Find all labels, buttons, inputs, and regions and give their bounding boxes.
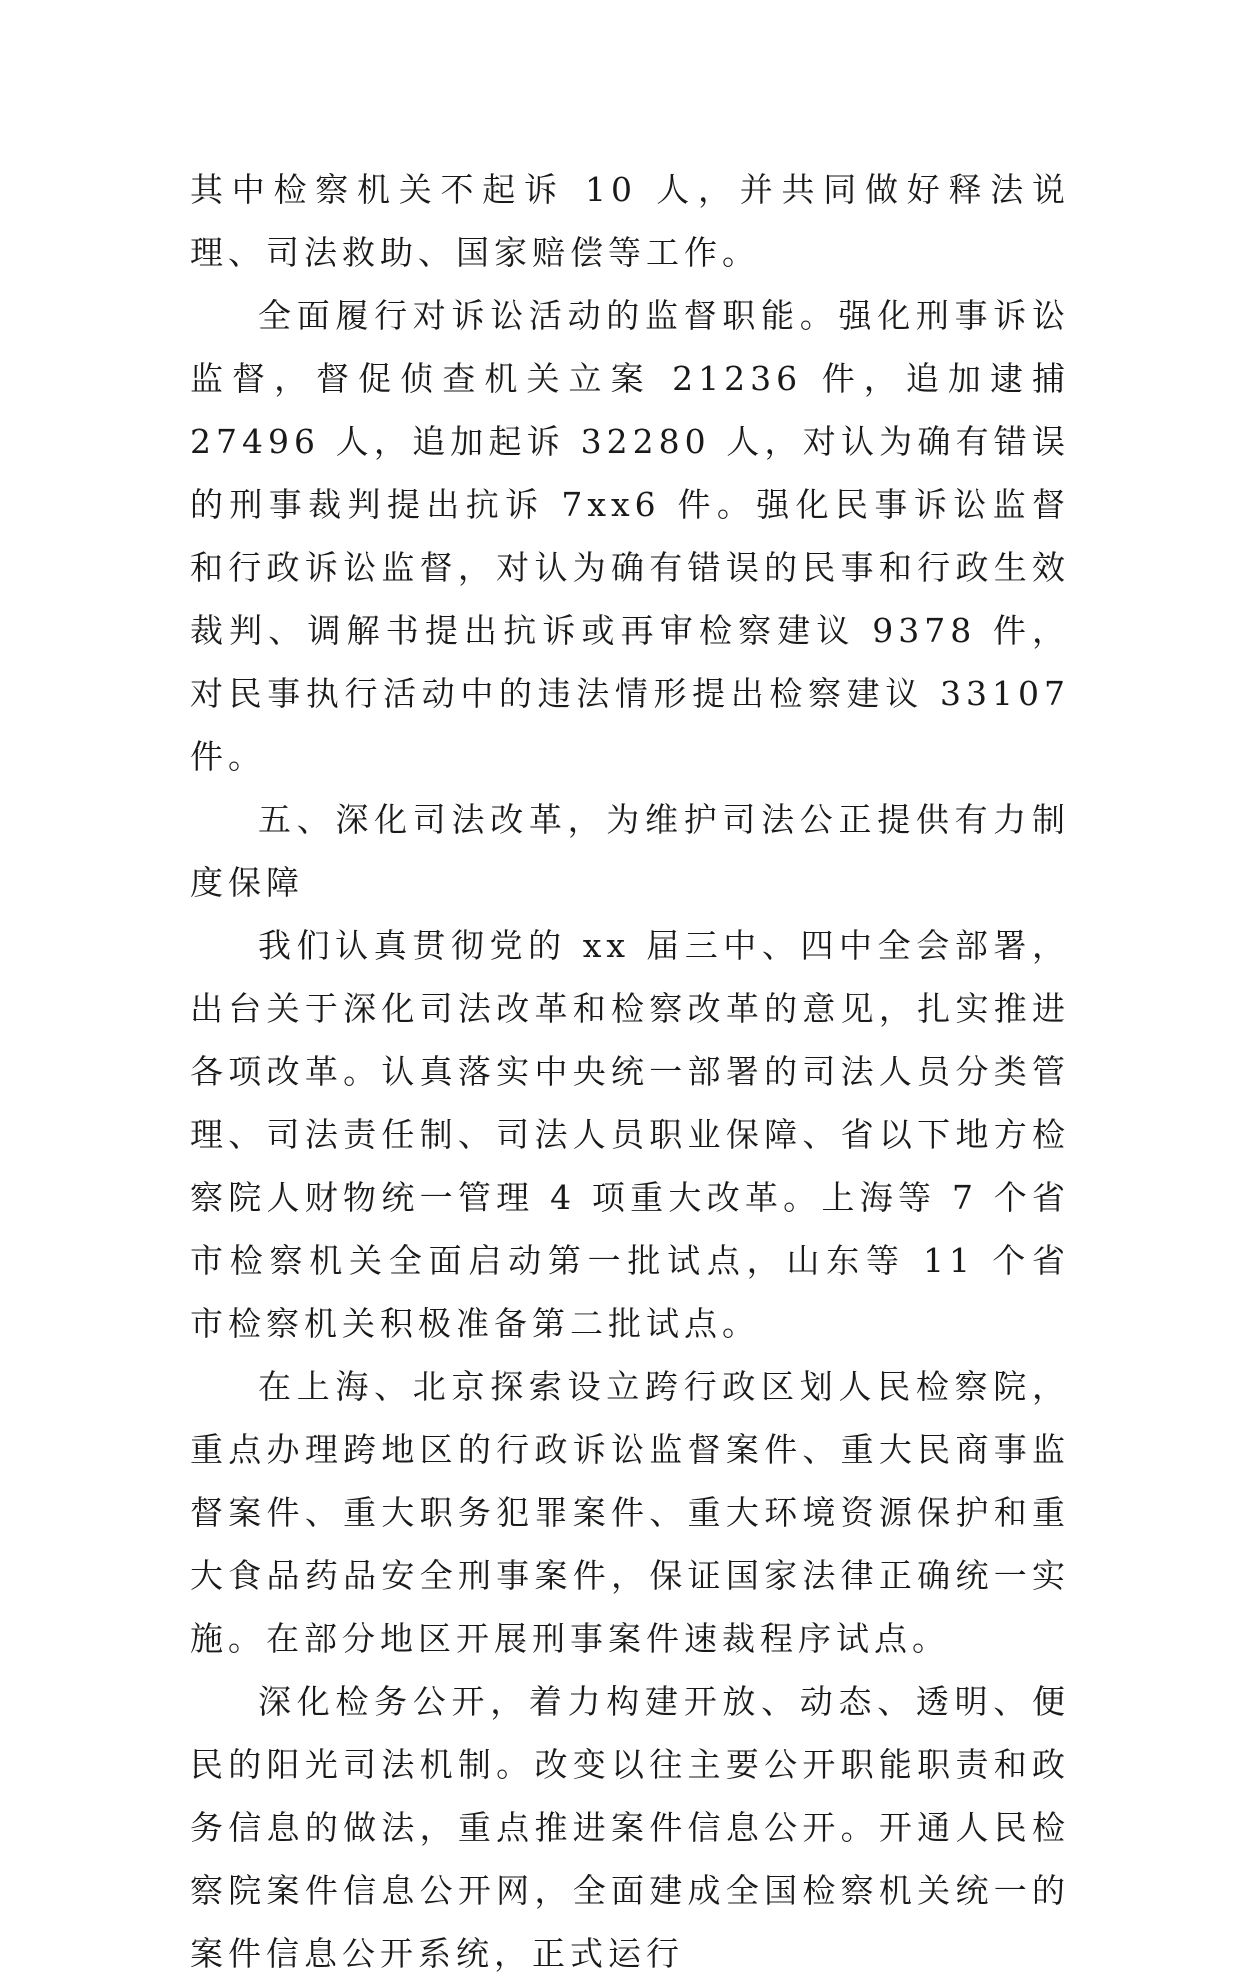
paragraph-cross-region-procuratorate: 在上海、北京探索设立跨行政区划人民检察院，重点办理跨地区的行政诉讼监督案件、重大民商事监督案件、重大职务犯罪案件、重大环境资源保护和重大食品药品安全刑事案件，保证国家法律正确统一实施。在部分地区开展刑事案件速裁程序试点。 xyxy=(190,1367,1070,1658)
section-heading-judicial-reform: 五、深化司法改革，为维护司法公正提供有力制度保障 xyxy=(190,800,1070,902)
paragraph-litigation-supervision: 全面履行对诉讼活动的监督职能。强化刑事诉讼监督，督促侦查机关立案 21236 件，追加逮捕 27496 人，追加起诉 32280 人，对认为确有错误的刑事裁判提出抗诉 7xx6 件。强化民事诉讼监督和行政诉讼监督，对认为确有错误的民事和行政生效裁判、调解书提出抗诉或再审检察建议 9378 件，对民事执行活动中的违法情形提出检察建议 33107 件。 xyxy=(190,296,1070,776)
paragraph-procuratorial-openness: 深化检务公开，着力构建开放、动态、透明、便民的阳光司法机制。改变以往主要公开职能职责和政务信息的做法，重点推进案件信息公开。开通人民检察院案件信息公开网，全面建成全国检察机关统一的案件信息公开系统，正式运行 xyxy=(190,1682,1070,1973)
paragraph-reform-measures: 我们认真贯彻党的 xx 届三中、四中全会部署，出台关于深化司法改革和检察改革的意见，扎实推进各项改革。认真落实中央统一部署的司法人员分类管理、司法责任制、司法人员职业保障、省以下地方检察院人财物统一管理 4 项重大改革。上海等 7 个省市检察机关全面启动第一批试点，山东等 11 个省市检察机关积极准备第二批试点。 xyxy=(190,926,1070,1343)
paragraph-non-prosecution: 其中检察机关不起诉 10 人，并共同做好释法说理、司法救助、国家赔偿等工作。 xyxy=(190,170,1070,272)
document-page xyxy=(190,158,1070,1985)
